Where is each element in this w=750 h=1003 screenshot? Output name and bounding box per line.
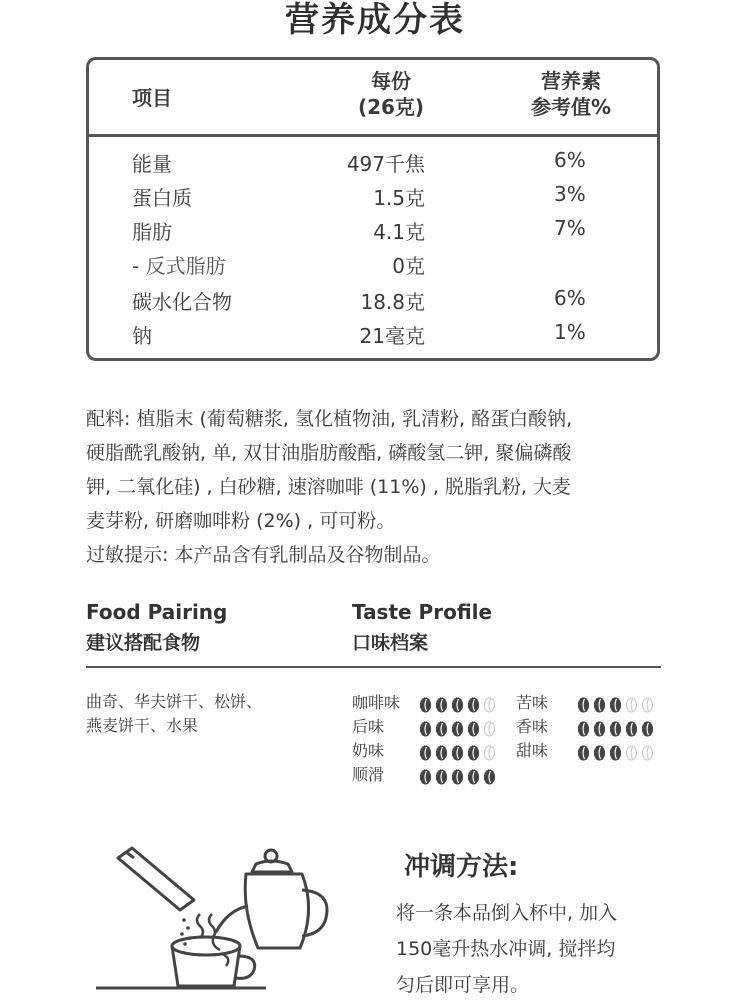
food-pairing-list	[86, 690, 262, 738]
taste-rating	[419, 742, 499, 761]
taste-rating	[577, 742, 657, 761]
ingredients-line: 硬脂酰乳酸钠, 单, 双甘油脂肪酸酯, 磷酸氢二钾, 聚偏磷酸	[86, 442, 572, 464]
nutrient-nrv: 6%	[554, 148, 586, 172]
steam-lines	[197, 914, 215, 938]
nutrient-value: 1.5克	[373, 186, 425, 210]
allergy-notice: 过敏提示: 本产品含有乳制品及谷物制品。	[86, 544, 441, 566]
taste-label: 后味	[352, 717, 385, 736]
taste-label: 奶味	[352, 741, 385, 760]
coffee-bean-icon	[483, 697, 496, 713]
coffee-bean-icon	[625, 721, 638, 737]
coffee-bean-icon	[435, 745, 448, 761]
table-row	[89, 246, 657, 280]
header-per-serving-line2: (26克)	[357, 95, 425, 119]
nutrient-name: 钠	[132, 324, 152, 348]
coffee-bean-icon	[593, 697, 606, 713]
nutrient-name: 蛋白质	[132, 186, 192, 210]
coffee-bean-icon	[435, 721, 448, 737]
taste-label: 香味	[516, 717, 549, 736]
taste-label: 咖啡味	[352, 693, 401, 712]
taste-item	[352, 714, 499, 737]
taste-profile-title-cn: 口味档案	[352, 632, 429, 654]
taste-label: 甜味	[516, 741, 549, 760]
coffee-bean-icon	[467, 697, 480, 713]
coffee-bean-icon	[451, 697, 464, 713]
table-row	[89, 282, 657, 316]
header-item: 项目	[132, 86, 172, 110]
taste-rating	[419, 718, 499, 737]
header-nrv-line2: 参考值%	[530, 95, 612, 119]
coffee-bean-icon	[451, 745, 464, 761]
taste-item	[516, 738, 657, 761]
table-row	[89, 178, 657, 212]
brewing-line: 将一条本品倒入杯中, 加入	[396, 902, 618, 924]
page-title: 营养成分表	[285, 0, 465, 40]
coffee-bean-icon	[625, 745, 638, 761]
ingredients-line: 麦芽粉, 研磨咖啡粉 (2%) , 可可粉。	[86, 510, 396, 532]
coffee-bean-icon	[483, 769, 496, 785]
taste-item	[352, 738, 499, 761]
coffee-bean-icon	[577, 697, 590, 713]
coffee-bean-icon	[609, 745, 622, 761]
nutrient-name: - 反式脂肪	[132, 254, 226, 278]
coffee-bean-icon	[577, 745, 590, 761]
coffee-bean-icon	[641, 745, 654, 761]
nutrient-nrv: 1%	[554, 320, 586, 344]
powder-dots	[180, 918, 192, 946]
brewing-line: 匀后即可享用。	[396, 974, 530, 996]
nutrient-nrv: 6%	[554, 286, 586, 310]
taste-rating	[577, 694, 657, 713]
nutrient-name: 碳水化合物	[132, 290, 232, 314]
coffee-bean-icon	[641, 721, 654, 737]
nutrient-value: 497千焦	[346, 152, 425, 176]
header-divider	[89, 134, 657, 137]
coffee-bean-icon	[593, 721, 606, 737]
taste-item	[516, 714, 657, 737]
ingredients-line: 钾, 二氧化硅) , 白砂糖, 速溶咖啡 (11%) , 脱脂乳粉, 大麦	[86, 476, 571, 498]
coffee-stick-pack-icon	[118, 848, 194, 910]
coffee-bean-icon	[435, 769, 448, 785]
food-pairing-title-en: Food Pairing	[86, 600, 228, 624]
nutrient-name: 脂肪	[132, 220, 172, 244]
table-row	[89, 144, 657, 178]
coffee-bean-icon	[609, 721, 622, 737]
brewing-title: 冲调方法:	[404, 852, 519, 882]
coffee-bean-icon	[641, 697, 654, 713]
coffee-bean-icon	[419, 769, 432, 785]
coffee-bean-icon	[419, 721, 432, 737]
taste-label: 苦味	[516, 693, 549, 712]
taste-item	[516, 690, 657, 713]
food-pairing-line: 曲奇、华夫饼干、松饼、	[86, 692, 263, 711]
taste-rating	[577, 718, 657, 737]
section-divider	[86, 666, 661, 668]
coffee-bean-icon	[577, 721, 590, 737]
header-per-serving	[321, 68, 461, 120]
coffee-bean-icon	[467, 721, 480, 737]
coffee-bean-icon	[483, 745, 496, 761]
ingredients-line: 配料: 植脂末 (葡萄糖浆, 氢化植物油, 乳清粉, 酪蛋白酸钠,	[86, 408, 573, 430]
taste-label: 顺滑	[352, 765, 385, 784]
brewing-illustration	[96, 840, 356, 990]
coffee-bean-icon	[483, 721, 496, 737]
brewing-instructions	[396, 895, 676, 1003]
coffee-bean-icon	[625, 697, 638, 713]
header-nrv	[511, 68, 631, 120]
coffee-bean-icon	[419, 745, 432, 761]
taste-rating	[419, 766, 499, 785]
food-pairing-title-cn: 建议搭配食物	[86, 632, 201, 654]
coffee-bean-icon	[467, 745, 480, 761]
coffee-bean-icon	[451, 721, 464, 737]
coffee-bean-icon	[435, 697, 448, 713]
taste-rating	[419, 694, 499, 713]
header-nrv-line1: 营养素	[541, 69, 601, 93]
taste-item	[352, 762, 499, 785]
taste-item	[352, 690, 499, 713]
nutrition-table	[86, 57, 660, 361]
nutrient-nrv: 3%	[554, 182, 586, 206]
header-per-serving-line1: 每份	[371, 69, 411, 93]
coffee-cup-icon	[96, 937, 266, 988]
coffee-bean-icon	[467, 769, 480, 785]
nutrient-name: 能量	[132, 152, 172, 176]
ingredients-block	[86, 402, 670, 572]
nutrition-table-header	[89, 60, 657, 134]
coffee-bean-icon	[593, 745, 606, 761]
coffee-bean-icon	[419, 697, 432, 713]
nutrient-nrv: 7%	[554, 216, 586, 240]
brewing-line: 150毫升热水冲调, 搅拌均	[396, 938, 616, 960]
nutrient-value: 0克	[392, 254, 425, 278]
teapot-icon	[216, 850, 327, 948]
coffee-bean-icon	[451, 769, 464, 785]
coffee-bean-icon	[609, 697, 622, 713]
food-pairing-line: 燕麦饼干、水果	[86, 716, 199, 735]
nutrient-value: 18.8克	[360, 290, 425, 314]
taste-profile-title-en: Taste Profile	[352, 600, 493, 624]
table-row	[89, 212, 657, 246]
nutrient-value: 4.1克	[373, 220, 425, 244]
nutrient-value: 21毫克	[359, 324, 425, 348]
table-row	[89, 316, 657, 350]
